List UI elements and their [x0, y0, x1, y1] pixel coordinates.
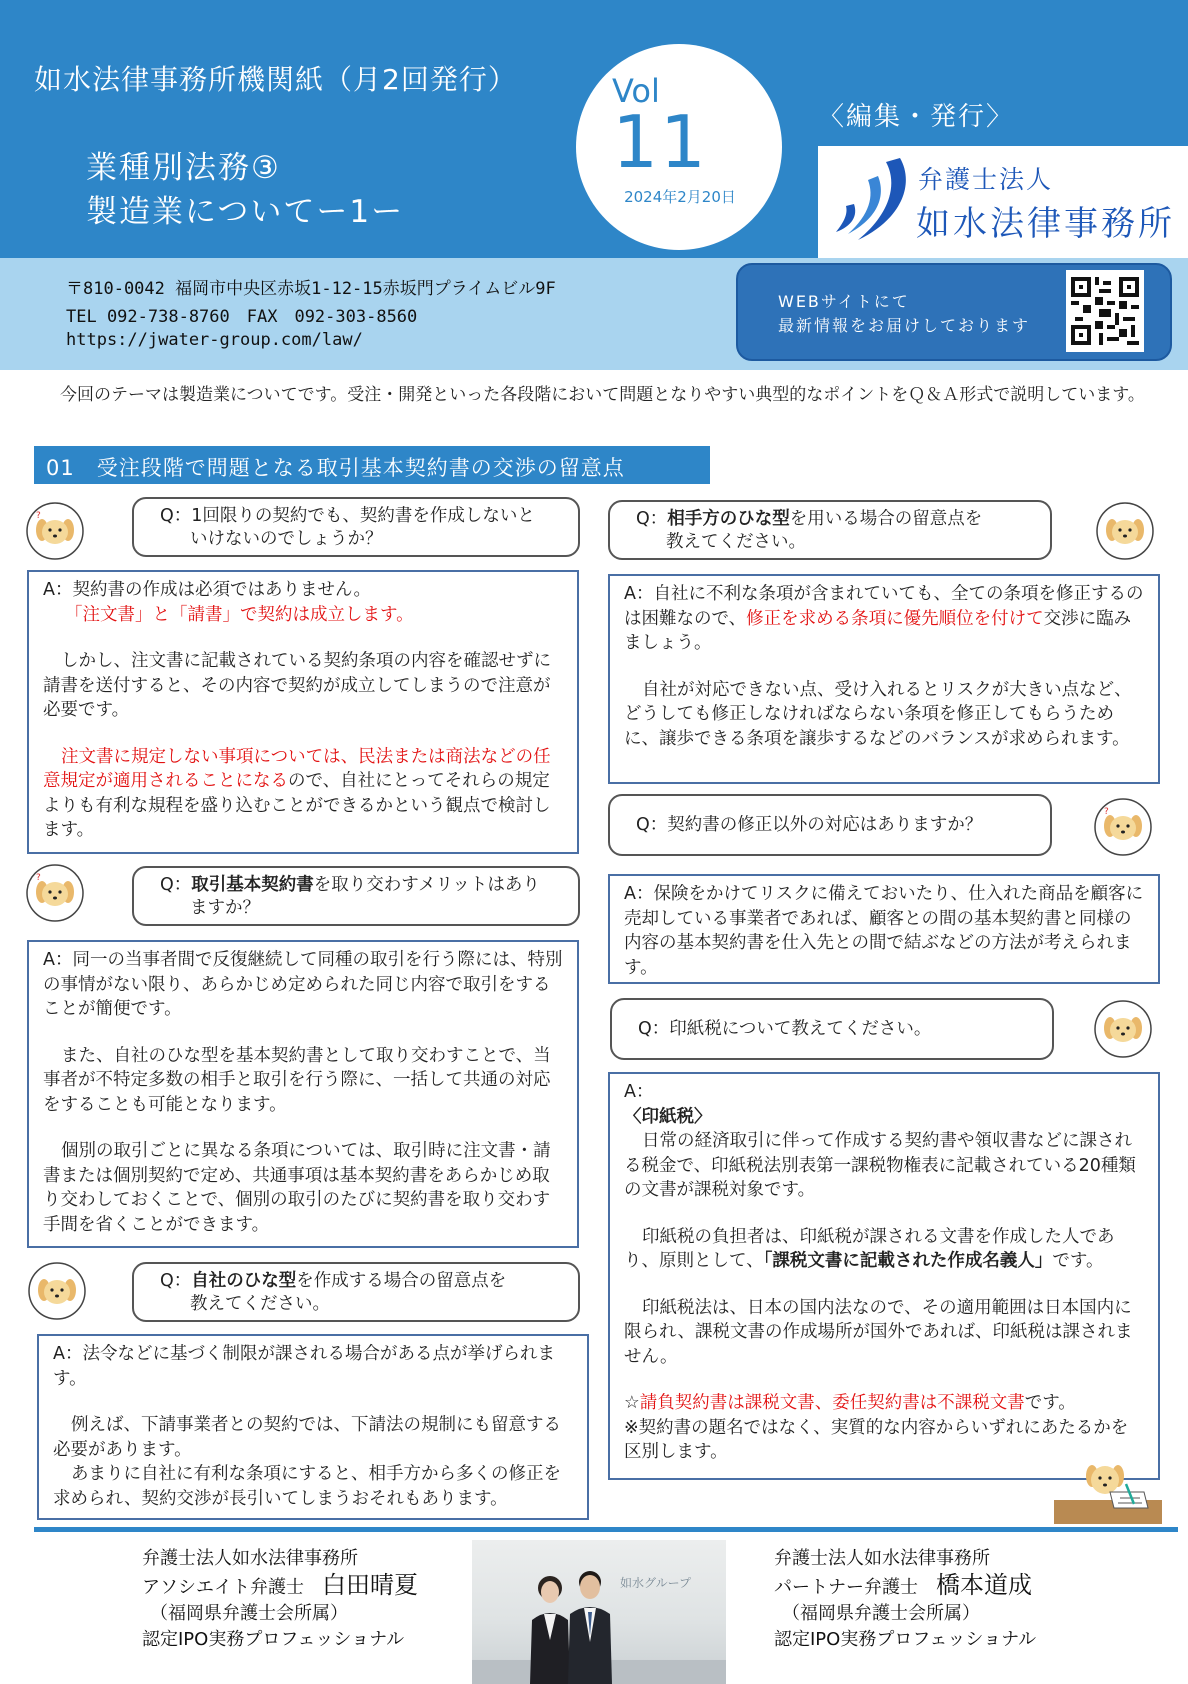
author-left-title: [142, 1572, 418, 1601]
svg-text:?: ?: [1104, 807, 1109, 817]
question-3-line-1: Q：自社のひな型を作成する場合の留意点を: [160, 1271, 507, 1291]
author-left: [142, 1546, 418, 1653]
question-3-line-2: 教えてください。: [190, 1294, 330, 1314]
intro-text: 今回のテーマは製造業についてです。受注・開発といった各段階において問題となりやすい典型的なポイントをＱ＆Ａ形式で説明しています。: [60, 385, 1145, 405]
answer-box-1: [27, 570, 579, 854]
answer-box-3: [37, 1334, 589, 1520]
tel-fax: TEL 092-738-8760 FAX 092-303-8560: [66, 307, 418, 327]
website-url[interactable]: https://jwater-group.com/law/: [66, 330, 363, 350]
dog-icon: [1094, 1000, 1152, 1058]
author-right-association: （福岡県弁護士会所属）: [782, 1603, 980, 1624]
answer-2-para-1: A：同一の当事者間で反復継続して同種の取引を行う際には、特別の事情がない限り、あらかじめ定められた同じ内容で取引をすることが簡便です。: [43, 950, 563, 1019]
dog-icon: [28, 1262, 86, 1320]
answer-1-para-1: A：契約書の作成は必須ではありません。: [43, 580, 372, 600]
answer-6-head: A：: [624, 1082, 654, 1102]
volume-number: 11: [612, 100, 708, 184]
answer-3-para-2: 例えば、下請事業者との契約では、下請法の規制にも留意する必要があります。: [53, 1415, 561, 1460]
section-heading: 01 受注段階で問題となる取引基本契約書の交渉の留意点: [46, 456, 625, 480]
editor-label: 〈編集・発行〉: [818, 102, 1015, 132]
answer-3-para-3: あまりに自社に有利な条項にすると、相手方から多くの修正を求められ、契約交渉が長引いてしまうおそれもあります。: [53, 1464, 561, 1509]
answer-6-bold: 「課税文書に記載された作成名義人」: [763, 1251, 1053, 1271]
answer-1-highlight: 「注文書」と「請書」で契約は成立します。: [65, 604, 414, 625]
question-bubble-2: [132, 866, 580, 926]
footer-divider: [34, 1527, 1178, 1532]
answer-box-5: A：保険をかけてリスクに備えておいたり、仕入れた商品を顧客に売却している事業者であれば、顧客との間の基本契約書と同様の内容の基本契約書を仕入先との間で結ぶなどの方法が考えられます。: [608, 874, 1160, 984]
puzzled-dog-icon: [26, 502, 84, 560]
theme-line-2: 製造業についてー1ー: [86, 194, 405, 230]
author-right-certification: 認定IPO実務プロフェッショナル: [774, 1629, 1037, 1650]
answer-4-para-2: 自社が対応できない点、受け入れるとリスクが大きい点など、どうしても修正しなければならない条項を修正してもらうために、譲歩できる条項を譲歩するなどのバランスが求められます。: [624, 679, 1132, 749]
author-left-role: アソシエイト弁護士: [142, 1577, 304, 1598]
svg-text:?: ?: [36, 511, 41, 521]
firm-type: 弁護士法人: [918, 165, 1054, 194]
question-4-line-2: 教えてください。: [666, 532, 806, 552]
website-line-2: 最新情報をお届けしております: [778, 316, 1031, 335]
volume-label: Vol: [612, 72, 660, 110]
address: 〒810-0042 福岡市中央区赤坂1-12-15赤坂門プライムビル9F: [66, 279, 556, 299]
question-bubble-3: [132, 1262, 580, 1322]
star-icon: ☆: [624, 1393, 640, 1413]
answer-box-2: [27, 940, 579, 1248]
question-4-bold: 相手方のひな型: [667, 509, 790, 529]
answer-4-highlight: 修正を求める条項に優先順位を付けて: [746, 608, 1044, 629]
question-4-line-1: Q：相手方のひな型を用いる場合の留意点を: [636, 509, 983, 529]
answer-6-para-4: ☆請負契約書は課税文書、委任契約書は不課税文書です。: [624, 1393, 1076, 1413]
answer-1-para-2: しかし、注文書に記載されている契約条項の内容を確認せずに請書を送付すると、その内容で契約が成立してしまうので注意が必要です。: [43, 651, 551, 720]
question-1-line-2: いけないのでしょうか？: [190, 529, 383, 549]
issue-date: 2024年2月20日: [624, 188, 736, 206]
puzzled-dog-icon: [1094, 798, 1152, 856]
answer-2-para-2: また、自社のひな型を基本契約書として取り交わすことで、当事者が不特定多数の相手と取引を行う際に、一括して共通の対応をすることも可能となります。: [43, 1045, 551, 1115]
firm-name: 如水法律事務所: [916, 204, 1175, 244]
author-right: [774, 1546, 1036, 1653]
qr-code-icon[interactable]: [1066, 270, 1144, 352]
photo-sign-text: 如水グループ: [620, 1576, 692, 1590]
question-3-bold: 自社のひな型: [191, 1271, 297, 1291]
dog-icon: [1096, 502, 1154, 560]
author-left-association: （福岡県弁護士会所属）: [150, 1603, 348, 1624]
writing-dog-icon: [1052, 1462, 1164, 1526]
question-2-line-1: Q：取引基本契約書を取り交わすメリットはあり: [160, 875, 540, 895]
puzzled-dog-icon: [26, 864, 84, 922]
author-right-name: 橋本道成: [936, 1571, 1032, 1599]
question-bubble-6: Q：印紙税について教えてください。: [610, 998, 1054, 1060]
question-2-line-2: ますか？: [190, 898, 260, 918]
answer-1-para-3-highlight: 注文書に規定しない事項については、民法または商法などの任意規定が適用されることになる: [43, 746, 551, 791]
answer-box-6: [608, 1072, 1160, 1480]
author-left-firm: 弁護士法人如水法律事務所: [142, 1548, 358, 1569]
answer-6-highlight: 請負契約書は課税文書、委任契約書は不課税文書: [639, 1393, 1025, 1413]
question-bubble-4: [608, 500, 1052, 560]
firm-logo-icon: [830, 154, 914, 244]
question-2-bold: 取引基本契約書: [191, 875, 314, 895]
answer-1-para-3-rest: ので、自社にとってそれらの規定よりも有利な規程を盛り込むことができるかという観点で検討します。: [43, 771, 551, 840]
answer-box-4: [608, 574, 1160, 784]
author-right-firm: 弁護士法人如水法律事務所: [774, 1548, 990, 1569]
question-1-line-1: Q：1回限りの契約でも、契約書を作成しないと: [160, 506, 535, 526]
answer-2-para-3: 個別の取引ごとに異なる条項については、取引時に注文書・請書または個別契約で定め、共通事項は基本契約書をあらかじめ取り交わしておくことで、個別の取引のたびに契約書を取り交わす手間を省くことができます。: [43, 1141, 551, 1235]
author-left-name: 白田晴夏: [322, 1571, 418, 1599]
website-line-1: WEBサイトにて: [778, 292, 910, 311]
newsletter-title: 如水法律事務所機関紙（月2回発行）: [34, 63, 517, 96]
people-illustration: [472, 1540, 726, 1684]
author-left-certification: 認定IPO実務プロフェッショナル: [142, 1629, 405, 1650]
answer-3-para-1: A：法令などに基づく制限が課される場合がある点が挙げられます。: [53, 1344, 555, 1389]
answer-6-para-5: ※契約書の題名ではなく、実質的な内容からいずれにあたるかを区別します。: [624, 1417, 1129, 1462]
answer-6-subheading: 〈印紙税〉: [624, 1106, 712, 1127]
answer-1-para-3: [43, 745, 563, 843]
question-bubble-5: Q：契約書の修正以外の対応はありますか？: [608, 794, 1052, 856]
author-right-role: パートナー弁護士: [774, 1577, 918, 1598]
lawyers-photo: [472, 1540, 726, 1684]
theme-line-1: 業種別法務③: [86, 150, 281, 186]
answer-6-para-1: 日常の経済取引に伴って作成する契約書や領収書などに課される税金で、印紙税法別表第一課税物権表に記載されている20種類の文書が課税対象です。: [624, 1131, 1136, 1200]
answer-6-para-2: 印紙税の負担者は、印紙税が課される文書を作成した人であり、原則として、「課税文書に記載された作成名義人」です。: [624, 1226, 1115, 1271]
author-right-title: [774, 1572, 1036, 1601]
answer-4-para-1: A：自社に不利な条項が含まれていても、全ての条項を修正するのは困難なので、修正を求める条項に優先順位を付けて交渉に臨みましょう。: [624, 584, 1144, 653]
answer-6-para-3: 印紙税法は、日本の国内法なので、その適用範囲は日本国内に限られ、課税文書の作成場所が国外であれば、印紙税は課されません。: [624, 1297, 1133, 1367]
svg-text:?: ?: [36, 873, 41, 883]
theme-title: [86, 146, 404, 234]
question-bubble-1: [132, 497, 580, 557]
